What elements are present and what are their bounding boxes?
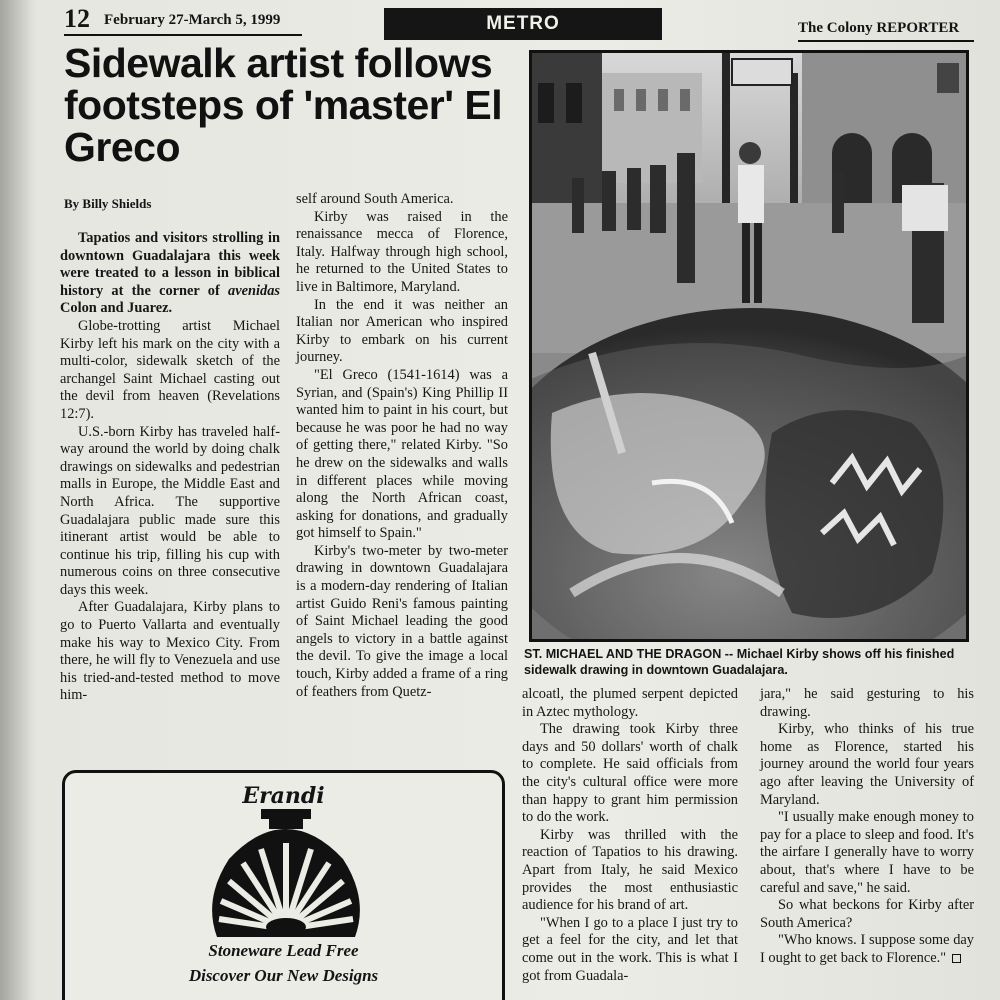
paragraph: Kirby was raised in the renaissance mecca of Florence, Italy. Halfway through high school, he returned to the United States to live in Baltimore, Maryland.: [296, 208, 508, 295]
paragraph: "When I go to a place I just try to get a feel for the city, and let that come out in the work. This is what I got from Guadala-: [522, 914, 738, 984]
chalk-drawing-photo: [529, 50, 969, 642]
paragraph: After Guadalajara, Kirby plans to go to Puerto Vallarta and eventually make his way to Mexico City. From there, he will fly to Venezuela and use his tried-and-tested method to move him-: [60, 599, 280, 704]
paragraph: "El Greco (1541-1614) was a Syrian, and (Spain's) King Phillip II wanted him to paint in his court, but because he was poor he had no way of getting there," related Kirby. "So he drew on the sidewalks and walls in different places while moving along the North African coast, asking for donations, and gradually got himself to Spain.": [296, 366, 508, 542]
ad-tagline-1: Stoneware Lead Free: [208, 941, 359, 960]
paragraph: The drawing took Kirby three days and 50 dollars' worth of chalk to complete. He said officials from the city's cultural office were more than happy to grant him permission to do the work.: [522, 721, 738, 826]
issue-date: February 27-March 5, 1999: [104, 12, 281, 28]
header-rule: [64, 34, 302, 36]
byline: By Billy Shields: [64, 196, 152, 211]
ad-tagline-2: Discover Our New Designs: [188, 966, 379, 985]
paragraph: "I usually make enough money to pay for a place to sleep and food. It's the airfare I generally have to worry about, that's where I have to be careful and save," he said.: [760, 809, 974, 896]
paragraph: In the end it was neither an Italian nor American who inspired Kirby to embark on his current journey.: [296, 296, 508, 366]
lede-paragraph: Tapatios and visitors strolling in downtown Guadalajara this week were treated to a lesson in biblical history at the corner of avenidas Colon and Juarez.: [60, 230, 280, 317]
end-mark-icon: [952, 954, 961, 963]
erandi-advertisement: [62, 770, 505, 1000]
paragraph: Kirby was thrilled with the reaction of Tapatios to his drawing. Apart from Italy, he said Mexico provides the most enthusiastic audience for his brand of art.: [522, 826, 738, 914]
article-column-4: [760, 686, 974, 968]
paper-name: The Colony REPORTER: [798, 20, 960, 36]
ad-brand: Erandi: [242, 783, 325, 809]
article-column-3: [522, 686, 738, 985]
photo-caption: ST. MICHAEL AND THE DRAGON -- Michael Kirby shows off his finished sidewalk drawing in downtown Guadalajara.: [524, 647, 955, 677]
paragraph: So what beckons for Kirby after South America?: [760, 897, 974, 931]
section-label: METRO: [384, 8, 662, 40]
page-number: 12: [64, 4, 90, 33]
paragraph-continued: alcoatl, the plumed serpent depicted in Aztec mythology.: [522, 686, 738, 720]
paper-rule: [798, 40, 974, 42]
paragraph-continued: self around South America.: [296, 191, 454, 207]
sunburst-vase-icon: [199, 809, 373, 939]
paragraph: "Who knows. I suppose some day I ought to get back to Florence.": [760, 932, 974, 966]
article-column-1: [60, 230, 280, 705]
photo-image: [532, 53, 966, 639]
headline: Sidewalk artist follows footsteps of 'master' El Greco: [64, 40, 503, 170]
paragraph: Kirby's two-meter by two-meter drawing in downtown Guadalajara is a modern-day rendering of Italian artist Guido Reni's famous painting of Saint Michael leading the good angels to victory in a battle against the devil. To give the image a local touch, Kirby added a frame of a ring of feathers from Quetz-: [296, 542, 508, 700]
paragraph: Globe-trotting artist Michael Kirby left his mark on the city with a multi-color, sidewalk sketch of the archangel Saint Michael casting out the devil from heaven (Revelations 12:7).: [60, 317, 280, 422]
article-column-2: [296, 191, 508, 701]
paragraph: U.S.-born Kirby has traveled half-way around the world by doing chalk drawings on sidewalks and pedestrian malls in Europe, the Middle East and North Africa. The supportive Guadalajara public made sure this itinerant artist would be able to continue his trip, filling his cup with numerous coins on three consecutive days this week.: [60, 423, 280, 598]
paragraph: Kirby, who thinks of his true home as Florence, started his journey around the world four years ago after leaving the University of Maryland.: [760, 721, 974, 808]
binding-shadow: [0, 0, 38, 1000]
paragraph-continued: jara," he said gesturing to his drawing.: [760, 686, 974, 720]
